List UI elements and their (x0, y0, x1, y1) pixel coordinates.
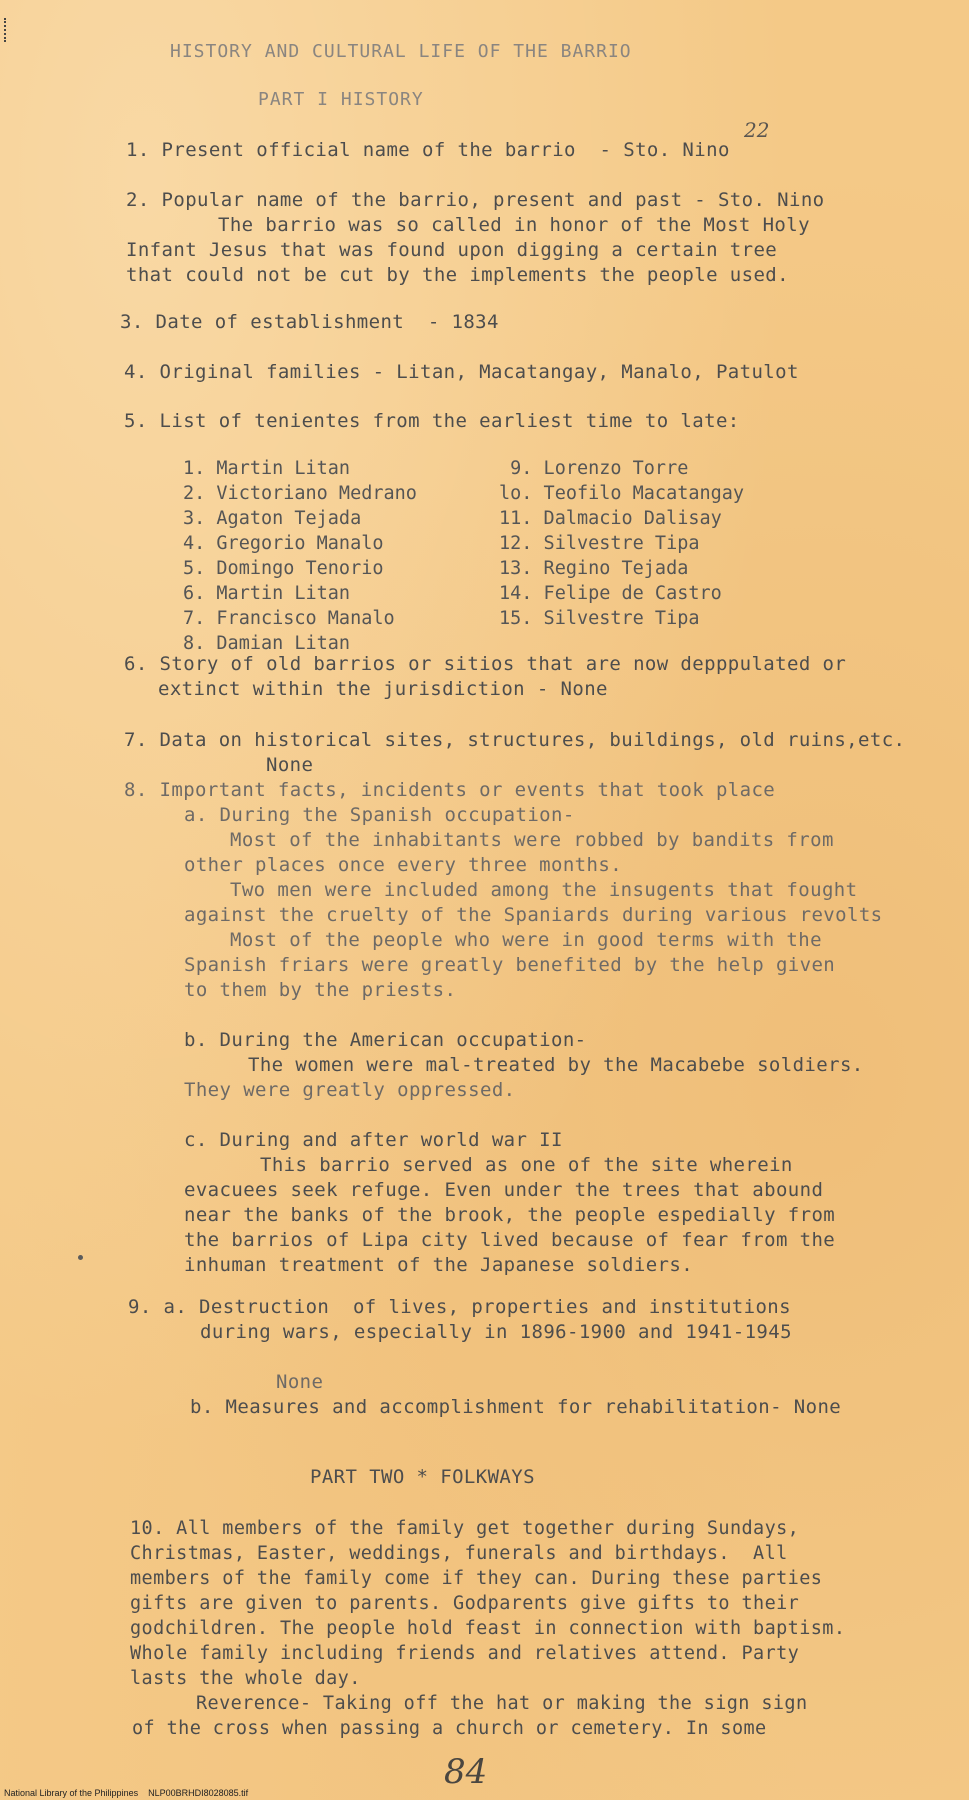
teniente-entry: 8. Damian Litan (183, 633, 351, 654)
item-8a-line: other places once every three months. (184, 854, 623, 876)
item-9b: b. Measures and accomplishment for rehabilitation- None (190, 1396, 842, 1418)
item-8b-line: They were greatly oppressed. (184, 1079, 516, 1101)
item-8c-line: evacuees seek refuge. Even under the trees that abound (184, 1179, 824, 1201)
item-9a-line-1: 9. a. Destruction of lives, properties and institutions (128, 1296, 791, 1318)
item-8c-line: near the banks of the brook, the people espedially from (184, 1204, 836, 1226)
item-8a-heading: a. During the Spanish occupation- (184, 804, 575, 826)
stray-ink-mark (78, 1255, 83, 1260)
teniente-entry: lo. Teofilo Macatangay (499, 483, 745, 504)
folkways-line: gifts are given to parents. Godparents give gifts to their (130, 1593, 800, 1614)
folkways-line: Christmas, Easter, weddings, funerals and birthdays. All (130, 1543, 788, 1564)
item-2-line-2: The barrio was so called in honor of the Most Holy (218, 214, 810, 236)
item-8c-heading: c. During and after world war II (184, 1129, 563, 1151)
item-7-line-1: 7. Data on historical sites, structures, buildings, old ruins,etc. (124, 729, 906, 751)
teniente-entry: 2. Victoriano Medrano (183, 483, 417, 504)
item-1: 1. Present official name of the barrio - Sto. Nino (126, 139, 730, 161)
folkways-line: Whole family including friends and relatives attend. Party (130, 1643, 800, 1664)
teniente-entry: 13. Regino Tejada (499, 558, 689, 579)
teniente-entry: 1. Martin Litan (183, 458, 351, 479)
item-8a-line: Two men were included among the insugents that fought (230, 879, 858, 901)
item-8a-line: against the cruelty of the Spaniards during various revolts (184, 904, 883, 926)
item-6-line-2: extinct within the jurisdiction - None (158, 678, 608, 700)
teniente-entry: 14. Felipe de Castro (499, 583, 722, 604)
teniente-entry: 7. Francisco Manalo (183, 608, 395, 629)
teniente-entry: 9. Lorenzo Torre (499, 458, 689, 479)
item-8a-line: Spanish friars were greatly benefited by the help given (184, 954, 836, 976)
folkways-line: members of the family come if they can. During these parties (130, 1568, 823, 1589)
item-2-line-3: Infant Jesus that was found upon digging a certain tree (126, 239, 778, 261)
handwritten-page-number: 84 (444, 1752, 488, 1792)
folkways-line: 10. All members of the family get together during Sundays, (130, 1518, 800, 1539)
item-8: 8. Important facts, incidents or events that took place (124, 779, 776, 801)
item-9a-line-2: during wars, especially in 1896-1900 and 1941-1945 (200, 1321, 792, 1343)
folkways-line: of the cross when passing a church or cemetery. In some (132, 1718, 767, 1739)
archive-footer: National Library of the Philippines NLP00BRHDI8028085.tif (4, 1788, 249, 1798)
item-5: 5. List of tenientes from the earliest time to late: (124, 410, 740, 432)
folkways-line: lasts the whole day. (130, 1668, 361, 1689)
folkways-line: godchildren. The people hold feast in connection with baptism. (130, 1618, 846, 1639)
part-one-heading: PART I HISTORY (258, 89, 424, 110)
folkways-line: Reverence- Taking off the hat or making the sign sign (196, 1693, 808, 1714)
teniente-entry: 5. Domingo Tenorio (183, 558, 384, 579)
item-8a-line: Most of the people who were in good terms with the (230, 929, 822, 951)
item-2-line-4: that could not be cut by the implements the people used. (126, 264, 789, 286)
item-8a-line: Most of the inhabitants were robbed by bandits from (230, 829, 834, 851)
item-8b-line: The women were mal-treated by the Macabebe soldiers. (248, 1054, 864, 1076)
item-3: 3. Date of establishment - 1834 (120, 311, 499, 333)
item-7-line-2: None (266, 754, 314, 776)
edge-mark (4, 18, 9, 42)
tenientes-right-column (499, 456, 744, 631)
item-8a-line: to them by the priests. (184, 979, 457, 1001)
handwritten-page-note: 22 (744, 118, 770, 142)
teniente-entry: 3. Agaton Tejada (183, 508, 362, 529)
item-8b-heading: b. During the American occupation- (184, 1029, 587, 1051)
item-4: 4. Original families - Litan, Macatangay, Manalo, Patulot (124, 361, 799, 383)
document-title: HISTORY AND CULTURAL LIFE OF THE BARRIO (170, 41, 632, 62)
item-8c-line: inhuman treatment of the Japanese soldiers. (184, 1254, 694, 1276)
part-two-heading: PART TWO * FOLKWAYS (310, 1466, 535, 1488)
item-6-line-1: 6. Story of old barrios or sitios that are now depppulated or (124, 653, 847, 675)
teniente-entry: 11. Dalmacio Dalisay (499, 508, 722, 529)
item-8c-line: the barrios of Lipa city lived because of fear from the (184, 1229, 836, 1251)
teniente-entry: 6. Martin Litan (183, 583, 351, 604)
teniente-entry: 12. Silvestre Tipa (499, 533, 700, 554)
tenientes-left-column (183, 456, 417, 656)
teniente-entry: 15. Silvestre Tipa (499, 608, 700, 629)
item-9a-none: None (276, 1371, 324, 1393)
item-8c-line: This barrio served as one of the site wherein (260, 1154, 793, 1176)
teniente-entry: 4. Gregorio Manalo (183, 533, 384, 554)
item-2-line-1: 2. Popular name of the barrio, present and past - Sto. Nino (126, 189, 825, 211)
